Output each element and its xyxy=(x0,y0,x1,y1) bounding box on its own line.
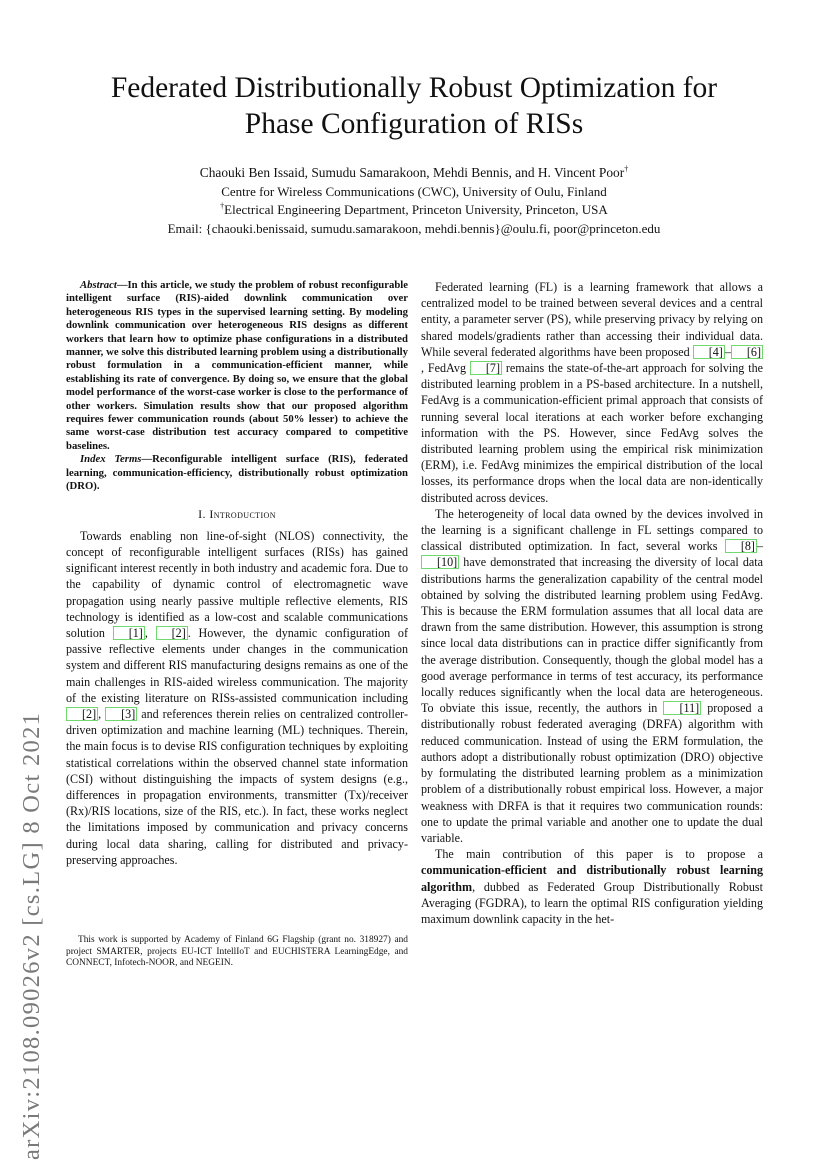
citation-link[interactable]: [8] xyxy=(725,539,757,553)
right-column xyxy=(421,279,763,927)
author-email: Email: {chaouki.benissaid, sumudu.samarakoon, mehdi.bennis}@oulu.fi, poor@princeton.edu xyxy=(167,220,661,236)
author-names: Chaouki Ben Issaid, Sumudu Samarakoon, Mehdi Bennis, and H. Vincent Poor† xyxy=(199,164,629,180)
intro-paragraph-3: The heterogeneity of local data owned by the devices involved in the learning is a significant challenge in FL settings compared to classical distributed optimization. In fact, several works [8] –[10] have demonstrated that increasing the diversity of local data distributions harms the generalization capability of the central model obtained by solving the distributed learning problem using FedAvg. This is because the ERM formulation assumes that all local data are drawn from the same distribution. However, this assumption is strong since local data distributions can in practice differ significantly from the average distribution. Consequently, though the global model has a good average performance in terms of test accuracy, its performance locally reduces significantly when the local data are heterogeneous. To obviate this issue, recently, the authors in [11] proposed a distributionally robust federated averaging (DRFA) algorithm with reduced communication. Instead of using the ERM formulation, the authors adopt a distributionally robust optimization (DRO) objective by formulating the distributed learning problem as a minimization problem of a distributionally robust empirical loss. However, a major weakness with DRFA is that it requires two communication rounds: one to update the primal variable and another one to update the dual variable. xyxy=(421,506,763,845)
affiliation-mark: † xyxy=(220,201,225,211)
title-line-2: Phase Configuration of RISs xyxy=(244,108,584,140)
citation-link[interactable]: [10] xyxy=(421,555,459,569)
citation-link[interactable]: [1] xyxy=(113,626,145,640)
citation-link[interactable]: [2] xyxy=(66,707,98,721)
index-terms xyxy=(66,453,408,493)
left-column xyxy=(66,279,408,868)
contribution-emphasis: communication-efficient and distributionally robust learning algorithm xyxy=(421,863,763,894)
citation-link[interactable]: [6] xyxy=(731,345,763,359)
funding-footnote: This work is supported by Academy of Finland 6G Flagship (grant no. 318927) and project SMARTER, projects EU-ICT IntellIoT and EUCHISTERA LearningEdge, and CONNECT, Infotech-NOOR, and NEGEIN. xyxy=(66,935,408,969)
abstract-body: —In this article, we study the problem of robust reconfigurable intelligent surface (RIS)-aided downlink communication over heterogeneous RIS types in the supervised learning setting. By modeling downlink communication over heterogeneous RIS designs as different workers that learn how to optimize phase configurations in a distributed manner, we solve this distributed learning problem using a distributionally robust formulation in a communication-efficient manner, while establishing its rate of convergence. By doing so, we ensure that the global model performance of the worst-case worker is close to the performance of other workers. Simulation results show that our proposed algorithm requires fewer communication rounds (about 50% lesser) to achieve the same worst-case distribution test accuracy compared to competitive baselines. xyxy=(66,279,408,452)
citation-link[interactable]: [3] xyxy=(105,707,137,721)
citation-link[interactable]: [2] xyxy=(156,626,188,640)
section-heading-introduction: I. Introduction xyxy=(198,506,276,521)
abstract xyxy=(66,279,408,453)
citation-link[interactable]: [7] xyxy=(470,361,502,375)
title-line-1: Federated Distributionally Robust Optimization for xyxy=(110,72,718,104)
arxiv-identifier: arXiv:2108.09026v2 [cs.LG] 8 Oct 2021 xyxy=(18,711,45,1160)
affiliation-1: Centre for Wireless Communications (CWC), University of Oulu, Finland xyxy=(221,183,607,199)
citation-link[interactable]: [11] xyxy=(663,701,701,715)
author-mark: † xyxy=(624,164,629,174)
intro-paragraph-2: Federated learning (FL) is a learning framework that allows a centralized model to be trained between several devices and a central entity, a parameter server (PS), while preserving privacy by relying on shared models/gradients rather than accessing their individual data. While several federated algorithms have been proposed [4] – [6], FedAvg [7] remains the state-of-the-art approach for solving the distributed learning problem in a PS-based architecture. In a nutshell, FedAvg is a communication-efficient primal approach that consists of running several local iterations at each worker before exchanging information with the PS. However, since FedAvg solves the distributed learning problem using the empirical risk minimization (ERM), i.e. FedAvg minimizes the empirical distribution of the local losses, its performance drops when the local data are non-identically distributed across devices. xyxy=(421,280,763,505)
index-terms-lead: Index Terms xyxy=(80,453,142,466)
index-terms-body: —Reconfigurable intelligent surface (RIS), federated learning, communication-efficiency, distributionally robust optimization (DRO). xyxy=(66,453,408,493)
intro-paragraph-4: The main contribution of this paper is to propose a communication-efficient and distributionally robust learning algorithm, dubbed as Federated Group Distributionally Robust Averaging (FGDRA), to learn the optimal RIS configuration yielding maximum downlink capacity in the het- xyxy=(421,847,763,926)
author-block xyxy=(40,164,788,238)
paper-title xyxy=(40,70,788,142)
abstract-lead: Abstract xyxy=(80,279,117,291)
affiliation-2: †Electrical Engineering Department, Princeton University, Princeton, USA xyxy=(220,201,608,217)
footnote xyxy=(66,935,408,970)
citation-link[interactable]: [4] xyxy=(693,345,725,359)
intro-paragraph-1: Towards enabling non line-of-sight (NLOS) connectivity, the concept of reconfigurable intelligent surfaces (RISs) has gained significant interest recently in both industry and academic fora. Due to the capability of dynamic control of electromagnetic wave propagation using nearly passive multiple reflective elements, RIS technology is identified as a low-cost and scalable communications solution [1] , [2] . However, the dynamic configuration of passive reflective elements under changes in the communication system and different RIS manufacturing designs remains as one of the main challenges in RIS-aided wireless communication. The majority of the existing literature on RISs-assisted communication including [2] , [3] and references therein relies on centralized controller-driven optimization and machine learning (ML) techniques. Therein, the main focus is to devise RIS configuration techniques by exploiting statistical correlations within the observed channel state information (CSI) without distinguishing the impacts of system designs (e.g., differences in propagation environments, transmitter (Tx)/receiver (Rx)/RIS locations, size of the RIS, etc.). In fact, these works neglect the limitations imposed by communication and privacy concerns during local data sharing, calling for distributed and privacy-preserving approaches. xyxy=(66,528,409,867)
